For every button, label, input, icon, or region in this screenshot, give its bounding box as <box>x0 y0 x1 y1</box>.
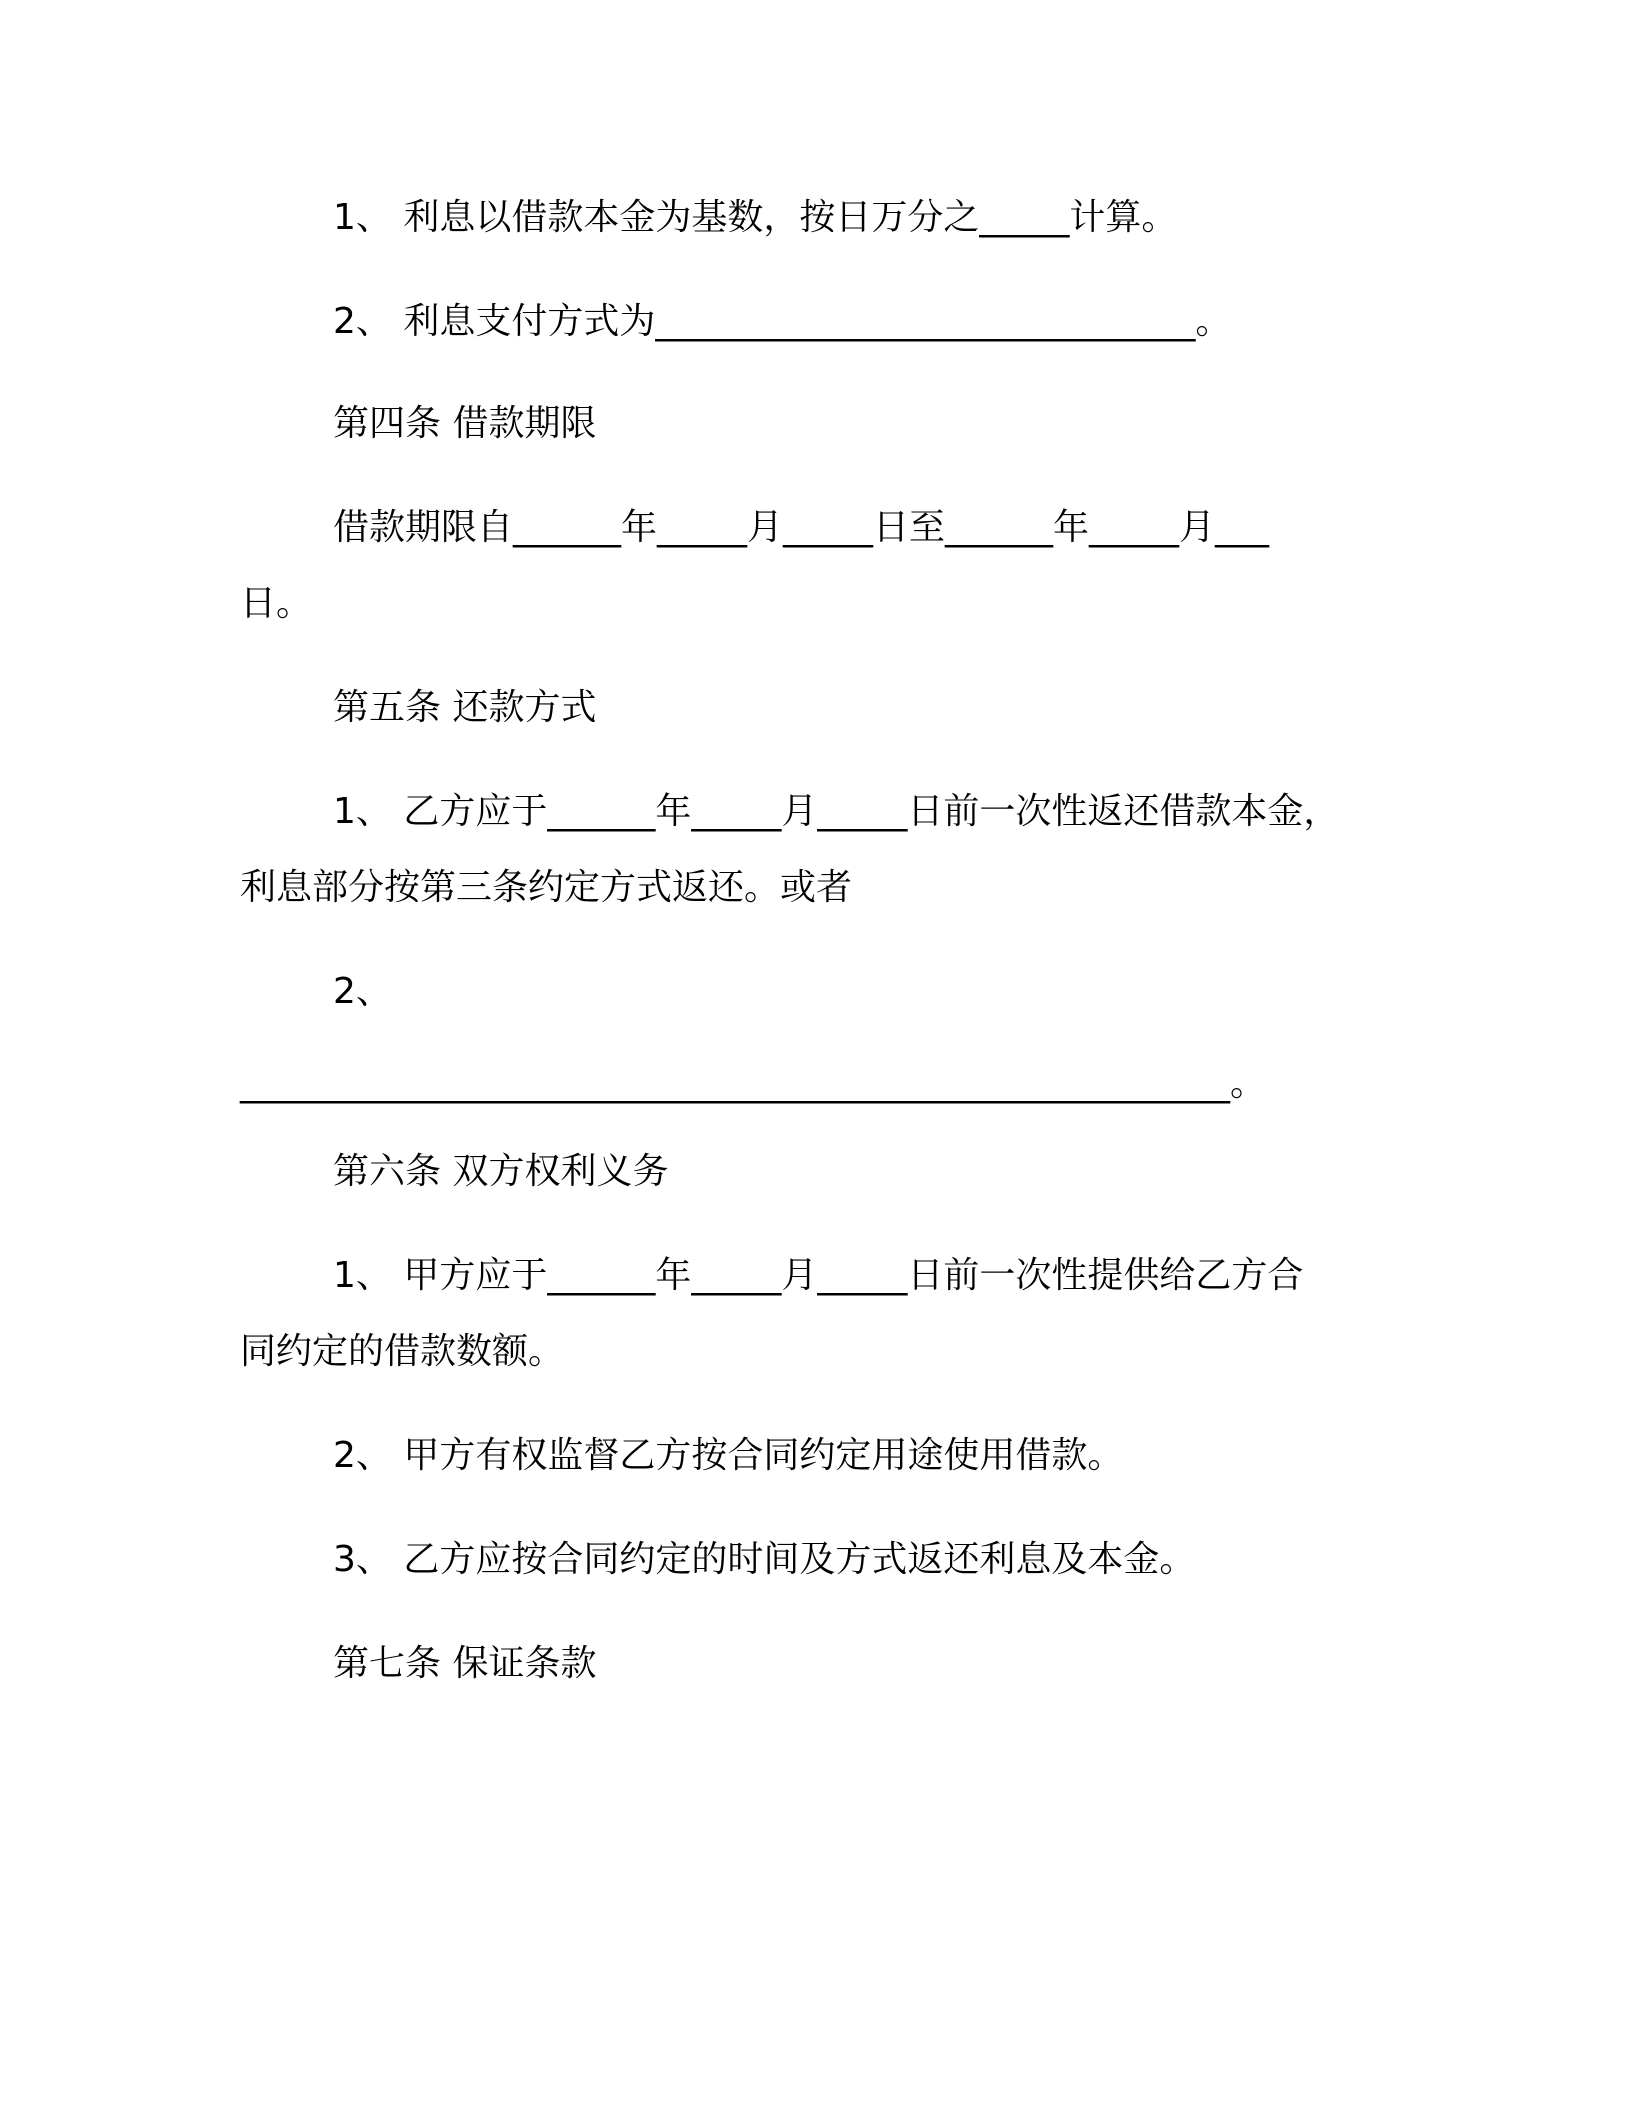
article-7-heading: 第七条 保证条款 <box>333 1643 597 1684</box>
rights-clause-2: 2、 甲方有权监督乙方按合同约定用途使用借款。 <box>333 1435 1124 1476</box>
article-5-heading: 第五条 还款方式 <box>333 687 597 728</box>
article-4-heading: 第四条 借款期限 <box>333 403 597 444</box>
loan-term-text-continued: 日。 <box>240 583 313 624</box>
interest-payment-clause: 2、 利息支付方式为______________________________。 <box>333 301 1232 342</box>
rights-clause-3: 3、 乙方应按合同约定的时间及方式返还利息及本金。 <box>333 1539 1196 1580</box>
loan-term-text: 借款期限自______年_____月_____日至______年_____月___ <box>333 507 1270 548</box>
repayment-clause-2-number: 2、 <box>333 971 392 1012</box>
repayment-clause-1-continued: 利息部分按第三条约定方式返还。或者 <box>240 867 853 908</box>
rights-clause-1-continued: 同约定的借款数额。 <box>240 1331 565 1372</box>
rights-clause-1: 1、 甲方应于______年_____月_____日前一次性提供给乙方合 <box>333 1255 1304 1296</box>
article-6-heading: 第六条 双方权利义务 <box>333 1151 669 1192</box>
repayment-clause-1: 1、 乙方应于______年_____月_____日前一次性返还借款本金， <box>333 791 1340 832</box>
repayment-clause-2-blank: _______________________________________________________。 <box>240 1063 1266 1104</box>
interest-rate-clause: 1、 利息以借款本金为基数，按日万分之_____计算。 <box>333 197 1178 238</box>
